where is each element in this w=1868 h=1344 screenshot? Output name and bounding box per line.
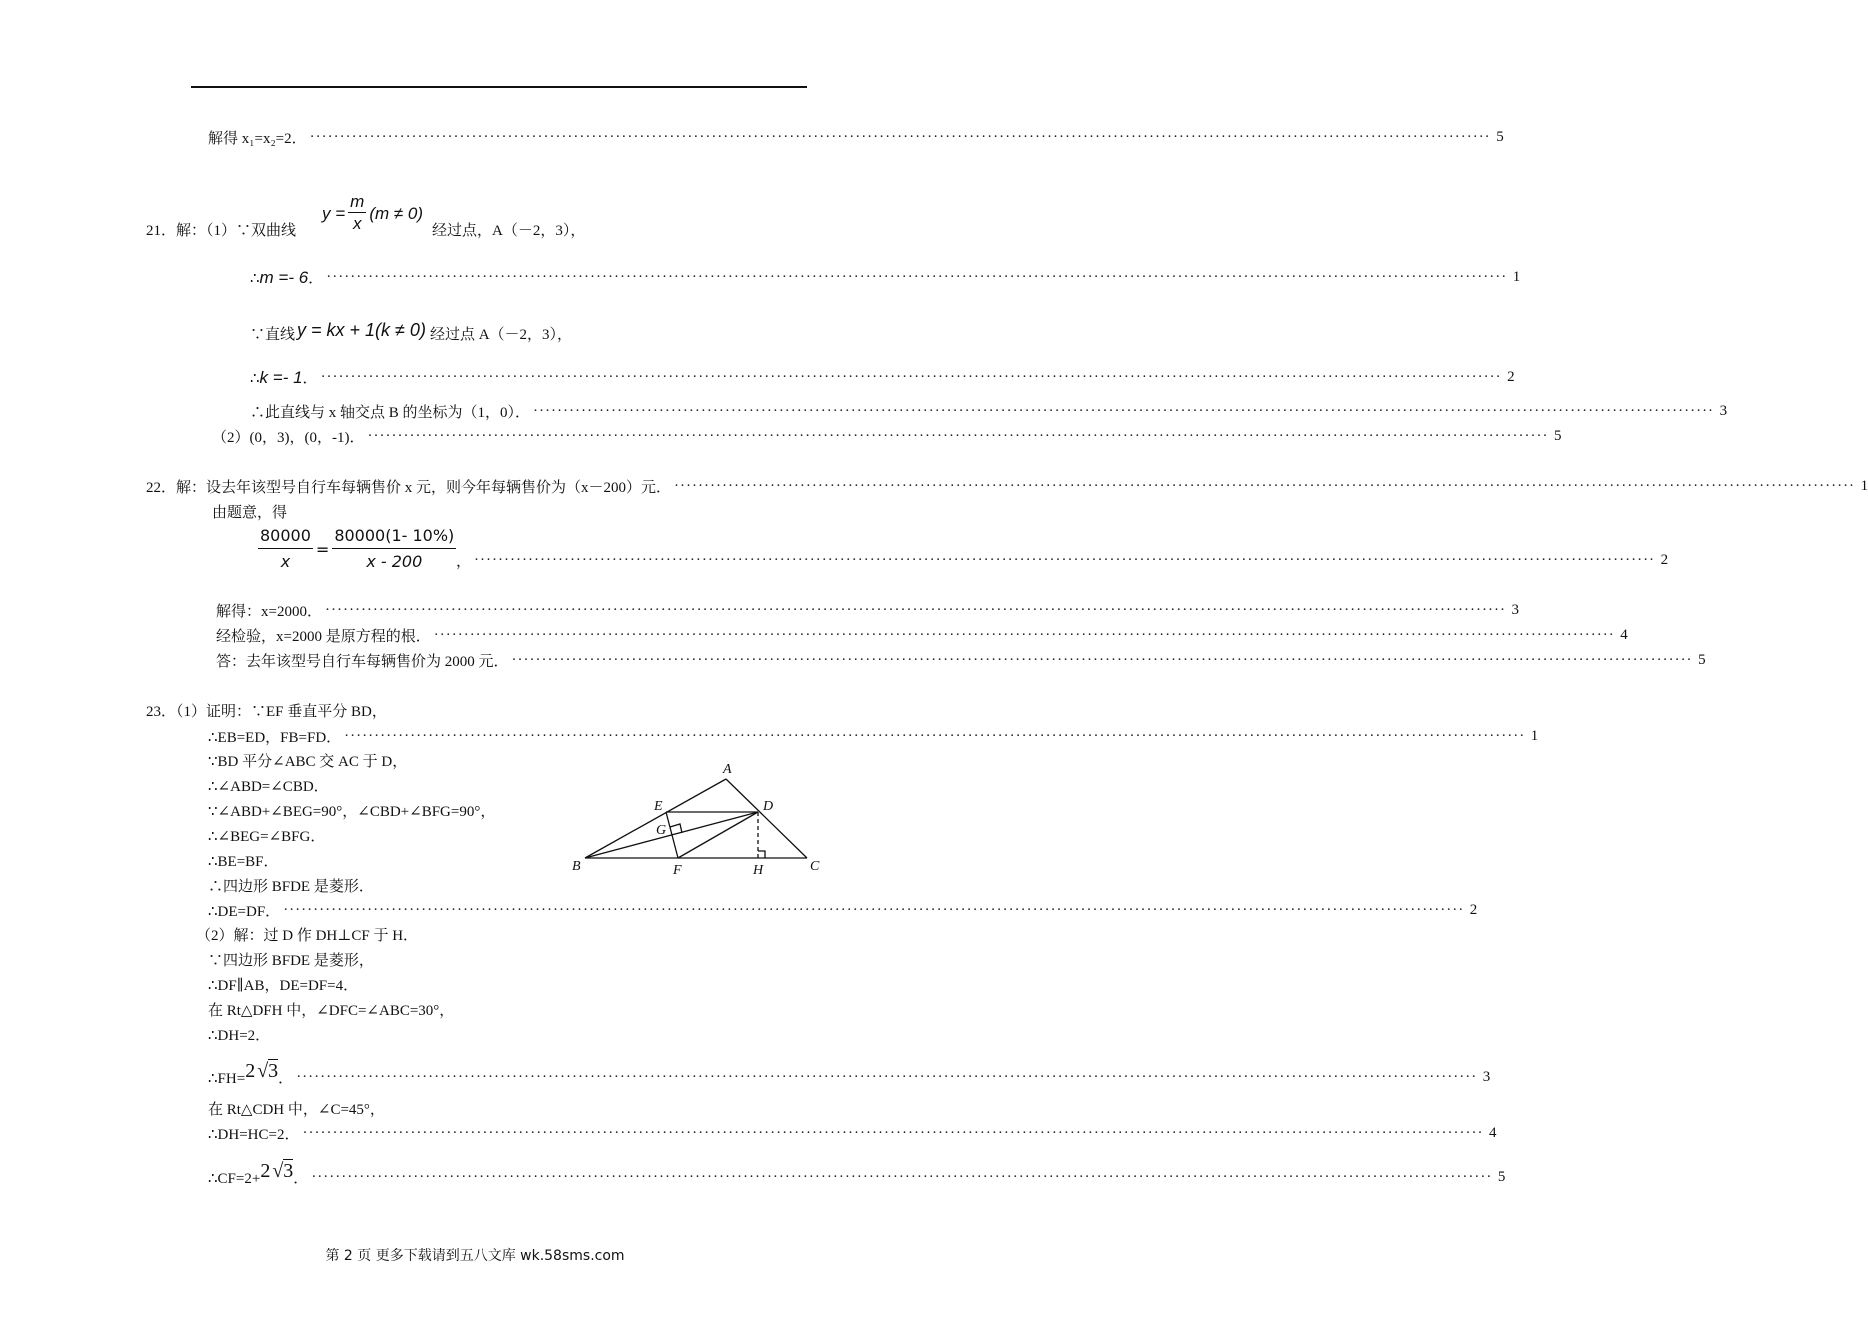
leader-dots: ····································································································································································································· xyxy=(311,1168,1493,1185)
q21-hyperbola-formula xyxy=(322,192,423,235)
score: 3 xyxy=(1511,601,1520,618)
leader-dots: ····································································································································································································· xyxy=(674,477,1856,494)
line-text: 22．解：设去年该型号自行车每辆售价 x 元，则今年每辆售价为（x－200）元． xyxy=(146,479,672,496)
label-F: F xyxy=(673,863,682,878)
period: ． xyxy=(308,270,324,287)
q23-line-17 xyxy=(208,1122,1497,1144)
q23-line-16: 在 Rt△CDH 中，∠C=45°， xyxy=(208,1102,385,1118)
q23-line-13: 在 Rt△DFH 中，∠DFC=∠ABC=30°， xyxy=(208,1003,455,1019)
q23-line-1: 23．（1）证明：∵EF 垂直平分 BD， xyxy=(146,704,387,720)
segment-AC xyxy=(726,779,807,858)
radicand: 3 xyxy=(268,1059,279,1082)
fraction-numerator: 80000(1- 10%) xyxy=(332,524,456,549)
math-expression: m =- 6 xyxy=(259,267,309,287)
coefficient: 2 xyxy=(260,1159,271,1182)
label-H: H xyxy=(753,863,764,878)
q20-line xyxy=(208,126,1504,148)
leader-dots: ····································································································································································································· xyxy=(511,651,1693,668)
score: 3 xyxy=(1719,402,1728,419)
fraction-denominator: x xyxy=(280,552,291,571)
label-G: G xyxy=(656,823,667,838)
header-rule xyxy=(191,86,807,88)
score: 5 xyxy=(1497,1168,1506,1185)
fraction-numerator: 80000 xyxy=(258,524,313,549)
q23-line-3: ∵BD 平分∠ABC 交 AC 于 D， xyxy=(208,754,408,770)
segment-BA xyxy=(585,779,726,858)
score: 1 xyxy=(1860,477,1868,494)
q21-passes-text: 经过点，A（－2，3）， xyxy=(432,223,586,239)
leader-dots: ····································································································································································································· xyxy=(344,727,1526,744)
therefore-symbol: ∴ xyxy=(250,270,260,287)
line-text: （2）(0，3)，(0，-1)． xyxy=(212,429,365,446)
score: 5 xyxy=(1554,427,1562,444)
line-text: ∴DH=HC=2． xyxy=(208,1126,300,1143)
score: 5 xyxy=(1698,651,1706,668)
score: 2 xyxy=(1507,368,1515,385)
radicand: 3 xyxy=(283,1159,294,1182)
label-D: D xyxy=(763,799,774,814)
label-E: E xyxy=(654,799,663,814)
label-C: C xyxy=(810,859,820,874)
q22-line-1 xyxy=(146,475,1868,497)
leader-dots: ····································································································································································································· xyxy=(296,1068,1478,1085)
period: ． xyxy=(293,1170,309,1187)
line-text: ∴EB=ED，FB=FD． xyxy=(208,729,342,746)
leader-dots: ····································································································································································································· xyxy=(533,402,1715,419)
segment-FD xyxy=(678,812,758,858)
q20-text: 解得 x₁=x₂=2． xyxy=(208,130,307,147)
comma: ， xyxy=(456,553,472,570)
q23-line-8: ∴四边形 BFDE 是菱形． xyxy=(208,879,374,895)
score: 1 xyxy=(1530,727,1539,744)
therefore-symbol: ∴ xyxy=(250,370,260,387)
q23-line-4: ∴∠ABD=∠CBD． xyxy=(208,779,329,795)
leader-dots: ····································································································································································································· xyxy=(302,1124,1484,1141)
score: 4 xyxy=(1489,1124,1497,1141)
period: ． xyxy=(302,370,318,387)
q23-line-18: ∴CF=2+2 √3． ····································································································································································································· 5 xyxy=(208,1159,1506,1187)
q23-line-5: ∵∠ABD+∠BEG=90°，∠CBD+∠BFG=90°， xyxy=(208,804,496,820)
line-text: ∴CF=2+ xyxy=(208,1170,261,1187)
formula-y: y = xyxy=(322,203,346,223)
q21-label: 21．解：（1）∵双曲线 xyxy=(146,223,297,239)
line-text: ∴此直线与 x 轴交点 B 的坐标为（1，0）． xyxy=(250,404,531,421)
line-text: ∵直线 xyxy=(250,327,296,343)
leader-dots: ····································································································································································································· xyxy=(433,626,1615,643)
score: 5 xyxy=(1496,128,1504,145)
q23-line-12: ∴DF∥AB，DE=DF=4． xyxy=(208,978,359,994)
q21-line-1 xyxy=(250,266,1521,288)
q23-line-2 xyxy=(208,725,1539,747)
equals-sign: = xyxy=(315,540,330,559)
q23-line-14: ∴DH=2． xyxy=(208,1028,271,1044)
math-expression: y = kx + 1(k ≠ 0) xyxy=(297,320,426,340)
q23-line-6: ∴∠BEG=∠BFG． xyxy=(208,829,326,845)
line-text: 答：去年该型号自行车每辆售价为 2000 元． xyxy=(216,653,509,670)
math-expression: k =- 1 xyxy=(259,367,303,387)
leader-dots: ····································································································································································································· xyxy=(326,268,1508,285)
equation-right-fraction xyxy=(332,524,456,575)
q22-line-2: 由题意，得 xyxy=(212,505,288,521)
score: 2 xyxy=(1469,901,1478,918)
leader-dots: ····································································································································································································· xyxy=(283,901,1465,918)
q21-line-5 xyxy=(212,425,1562,447)
coefficient: 2 xyxy=(245,1059,256,1082)
period: ． xyxy=(278,1070,294,1087)
formula-condition: (m ≠ 0) xyxy=(369,203,424,223)
line-text: ∴DE=DF． xyxy=(208,903,281,920)
line-text: 解得：x=2000． xyxy=(216,603,322,620)
segment-EF xyxy=(666,812,678,858)
geometry-figure xyxy=(565,755,835,880)
q22-line-4 xyxy=(216,624,1628,646)
line-text: ∴FH= xyxy=(208,1070,246,1087)
q23-line-7: ∴BE=BF． xyxy=(208,854,279,870)
fraction-denominator: x - 200 xyxy=(366,552,423,571)
q22-equation-leader xyxy=(456,549,1669,571)
leader-dots: ····································································································································································································· xyxy=(474,551,1656,568)
q21-line-3 xyxy=(250,366,1515,388)
formula-fraction xyxy=(348,192,366,235)
q22-line-3 xyxy=(216,599,1520,621)
page-footer: 第 2 页 更多下载请到五八文库 wk.58sms.com xyxy=(325,1248,625,1264)
score: 2 xyxy=(1660,551,1669,568)
score: 4 xyxy=(1620,626,1628,643)
label-A: A xyxy=(723,762,732,777)
right-angle-mark-G xyxy=(670,824,682,833)
q21-line-4 xyxy=(250,400,1728,422)
q23-line-9 xyxy=(208,899,1478,921)
fraction-numerator: m xyxy=(350,192,365,211)
q21-line-2 xyxy=(250,320,572,347)
equation-left-fraction xyxy=(258,524,313,575)
fraction-denominator: x xyxy=(352,214,362,233)
leader-dots: ····································································································································································································· xyxy=(309,128,1491,145)
q23-line-10: （2）解：过 D 作 DH⊥CF 于 H． xyxy=(196,928,419,944)
q22-line-5 xyxy=(216,649,1706,671)
line-text: 经检验，x=2000 是原方程的根． xyxy=(216,628,431,645)
q23-line-11: ∵四边形 BFDE 是菱形， xyxy=(208,953,374,969)
leader-dots: ····································································································································································································· xyxy=(324,601,1507,618)
right-angle-mark-H xyxy=(758,851,765,858)
line-text: 经过点 A（－2，3）， xyxy=(429,327,573,343)
score: 1 xyxy=(1512,268,1521,285)
leader-dots: ····································································································································································································· xyxy=(320,368,1502,385)
q22-equation xyxy=(258,524,456,575)
q23-line-15: ∴FH=2 √3． ····································································································································································································· 3 xyxy=(208,1059,1491,1087)
score: 3 xyxy=(1482,1068,1491,1085)
label-B: B xyxy=(572,859,581,874)
leader-dots: ····································································································································································································· xyxy=(367,427,1549,444)
